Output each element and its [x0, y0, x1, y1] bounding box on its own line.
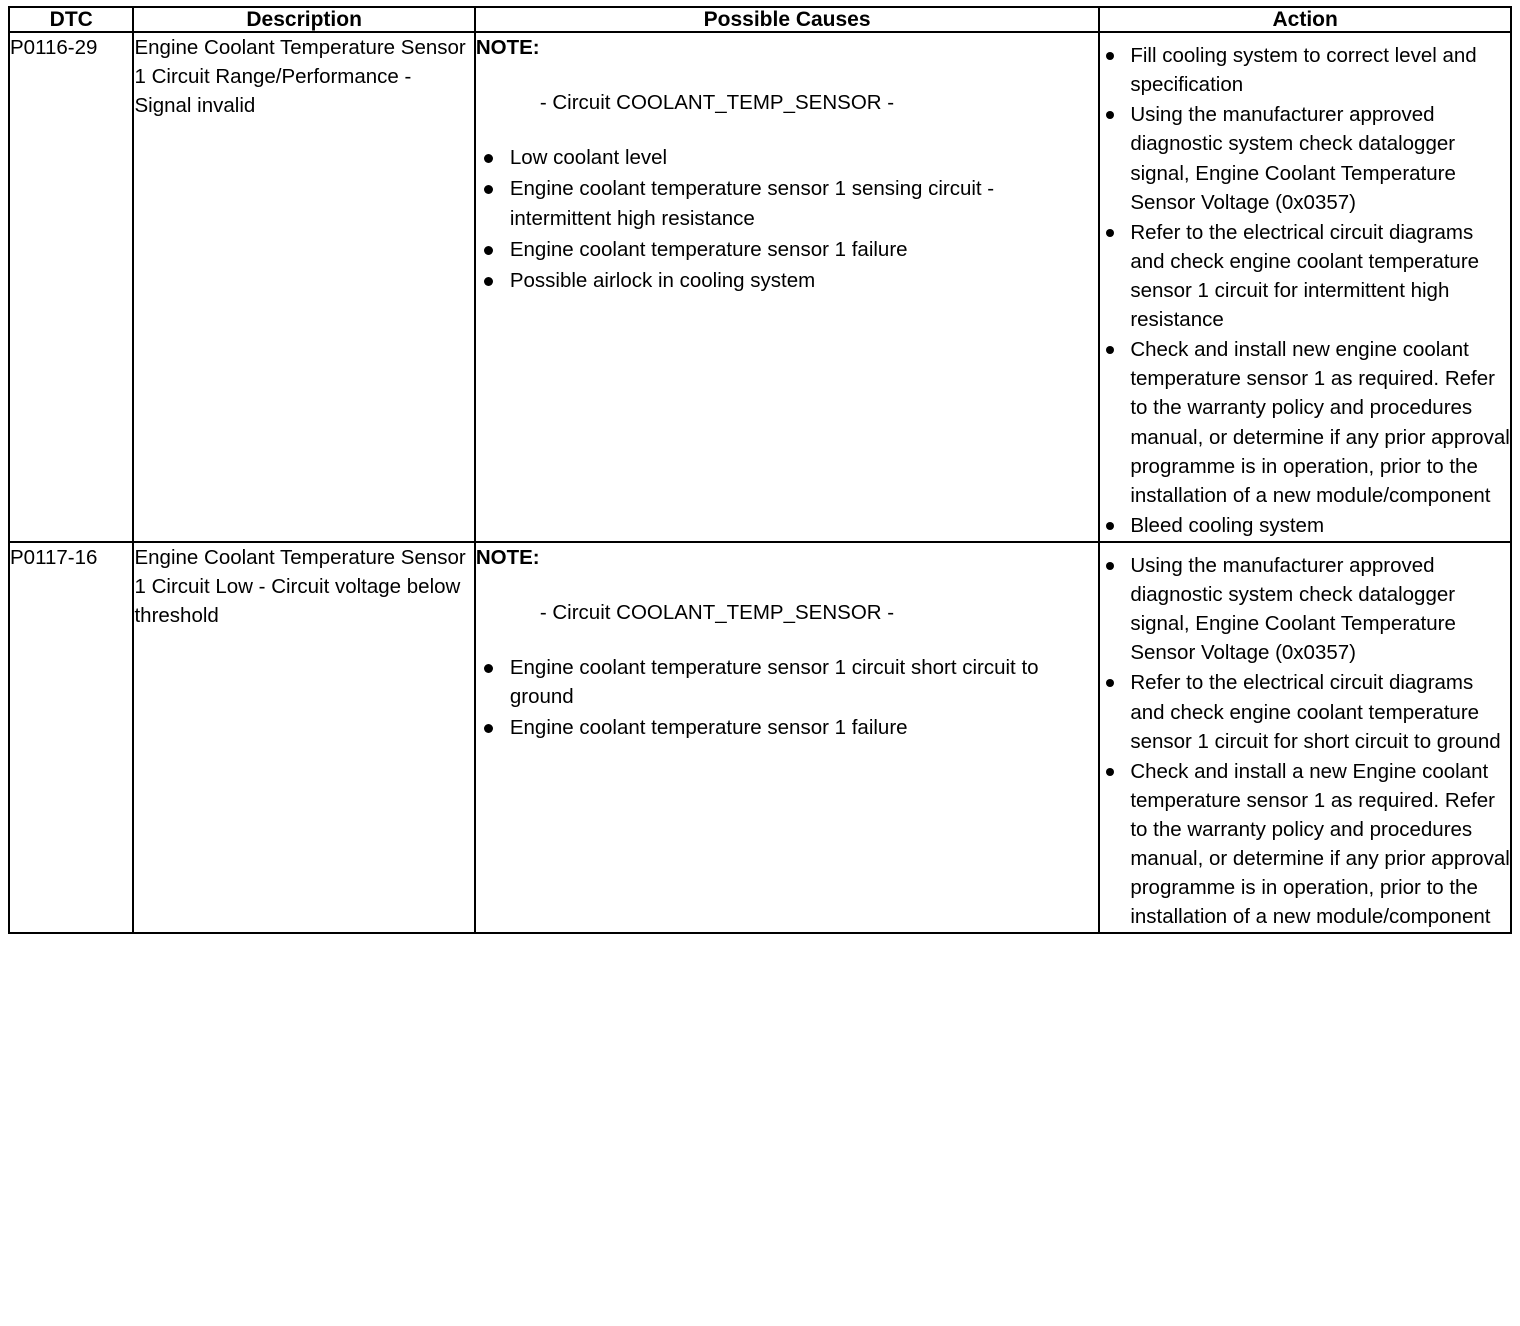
- possible-causes: [475, 542, 1099, 933]
- table-row: [9, 542, 1511, 933]
- list-item: Check and install new engine coolant temperature sensor 1 as required. Refer to the warranty policy and procedures manual, or determine if any prior approval programme is in operation, prior to the installation of a new module/component: [1100, 335, 1510, 510]
- table-row: [9, 32, 1511, 542]
- column-header-description: Description: [133, 7, 474, 32]
- possible-causes: [475, 32, 1099, 542]
- dtc-code: P0117-16: [9, 542, 133, 933]
- list-item: Using the manufacturer approved diagnostic system check datalogger signal, Engine Coolant Temperature Sensor Voltage (0x0357): [1100, 100, 1510, 216]
- list-item: Refer to the electrical circuit diagrams and check engine coolant temperature sensor 1 circuit for short circuit to ground: [1100, 668, 1510, 755]
- list-item: Refer to the electrical circuit diagrams and check engine coolant temperature sensor 1 circuit for intermittent high resistance: [1100, 218, 1510, 334]
- table-body: [9, 32, 1511, 933]
- circuit-name: - Circuit COOLANT_TEMP_SENSOR -: [539, 601, 895, 625]
- causes-list: [476, 143, 1098, 295]
- list-item: Check and install a new Engine coolant temperature sensor 1 as required. Refer to the warranty policy and procedures manual, or determine if any prior approval programme is in operation, prior to the installation of a new module/component: [1100, 757, 1510, 932]
- list-item: Engine coolant temperature sensor 1 failure: [476, 713, 1098, 742]
- column-header-dtc: DTC: [9, 7, 133, 32]
- dtc-description: Engine Coolant Temperature Sensor 1 Circuit Low - Circuit voltage below threshold: [133, 542, 474, 933]
- note-label: NOTE:: [475, 36, 540, 60]
- dtc-table: [8, 6, 1512, 934]
- header-row: [9, 7, 1511, 32]
- action-list: [1100, 551, 1510, 931]
- dtc-description: Engine Coolant Temperature Sensor 1 Circuit Range/Performance - Signal invalid: [133, 32, 474, 542]
- list-item: Using the manufacturer approved diagnostic system check datalogger signal, Engine Coolant Temperature Sensor Voltage (0x0357): [1100, 551, 1510, 667]
- dtc-code: P0116-29: [9, 32, 133, 542]
- action-list: [1100, 41, 1510, 540]
- list-item: Engine coolant temperature sensor 1 failure: [476, 235, 1098, 264]
- column-header-action: Action: [1099, 7, 1511, 32]
- circuit-name: - Circuit COOLANT_TEMP_SENSOR -: [539, 91, 895, 115]
- action: [1099, 32, 1511, 542]
- table-header: [9, 7, 1511, 32]
- causes-list: [476, 653, 1098, 742]
- list-item: Engine coolant temperature sensor 1 sensing circuit - intermittent high resistance: [476, 174, 1098, 232]
- note-label: NOTE:: [475, 545, 540, 569]
- list-item: Engine coolant temperature sensor 1 circuit short circuit to ground: [476, 653, 1098, 711]
- column-header-possible-causes: Possible Causes: [475, 7, 1099, 32]
- list-item: Low coolant level: [476, 143, 1098, 172]
- list-item: Possible airlock in cooling system: [476, 266, 1098, 295]
- list-item: Bleed cooling system: [1100, 511, 1510, 540]
- list-item: Fill cooling system to correct level and specification: [1100, 41, 1510, 99]
- action: [1099, 542, 1511, 933]
